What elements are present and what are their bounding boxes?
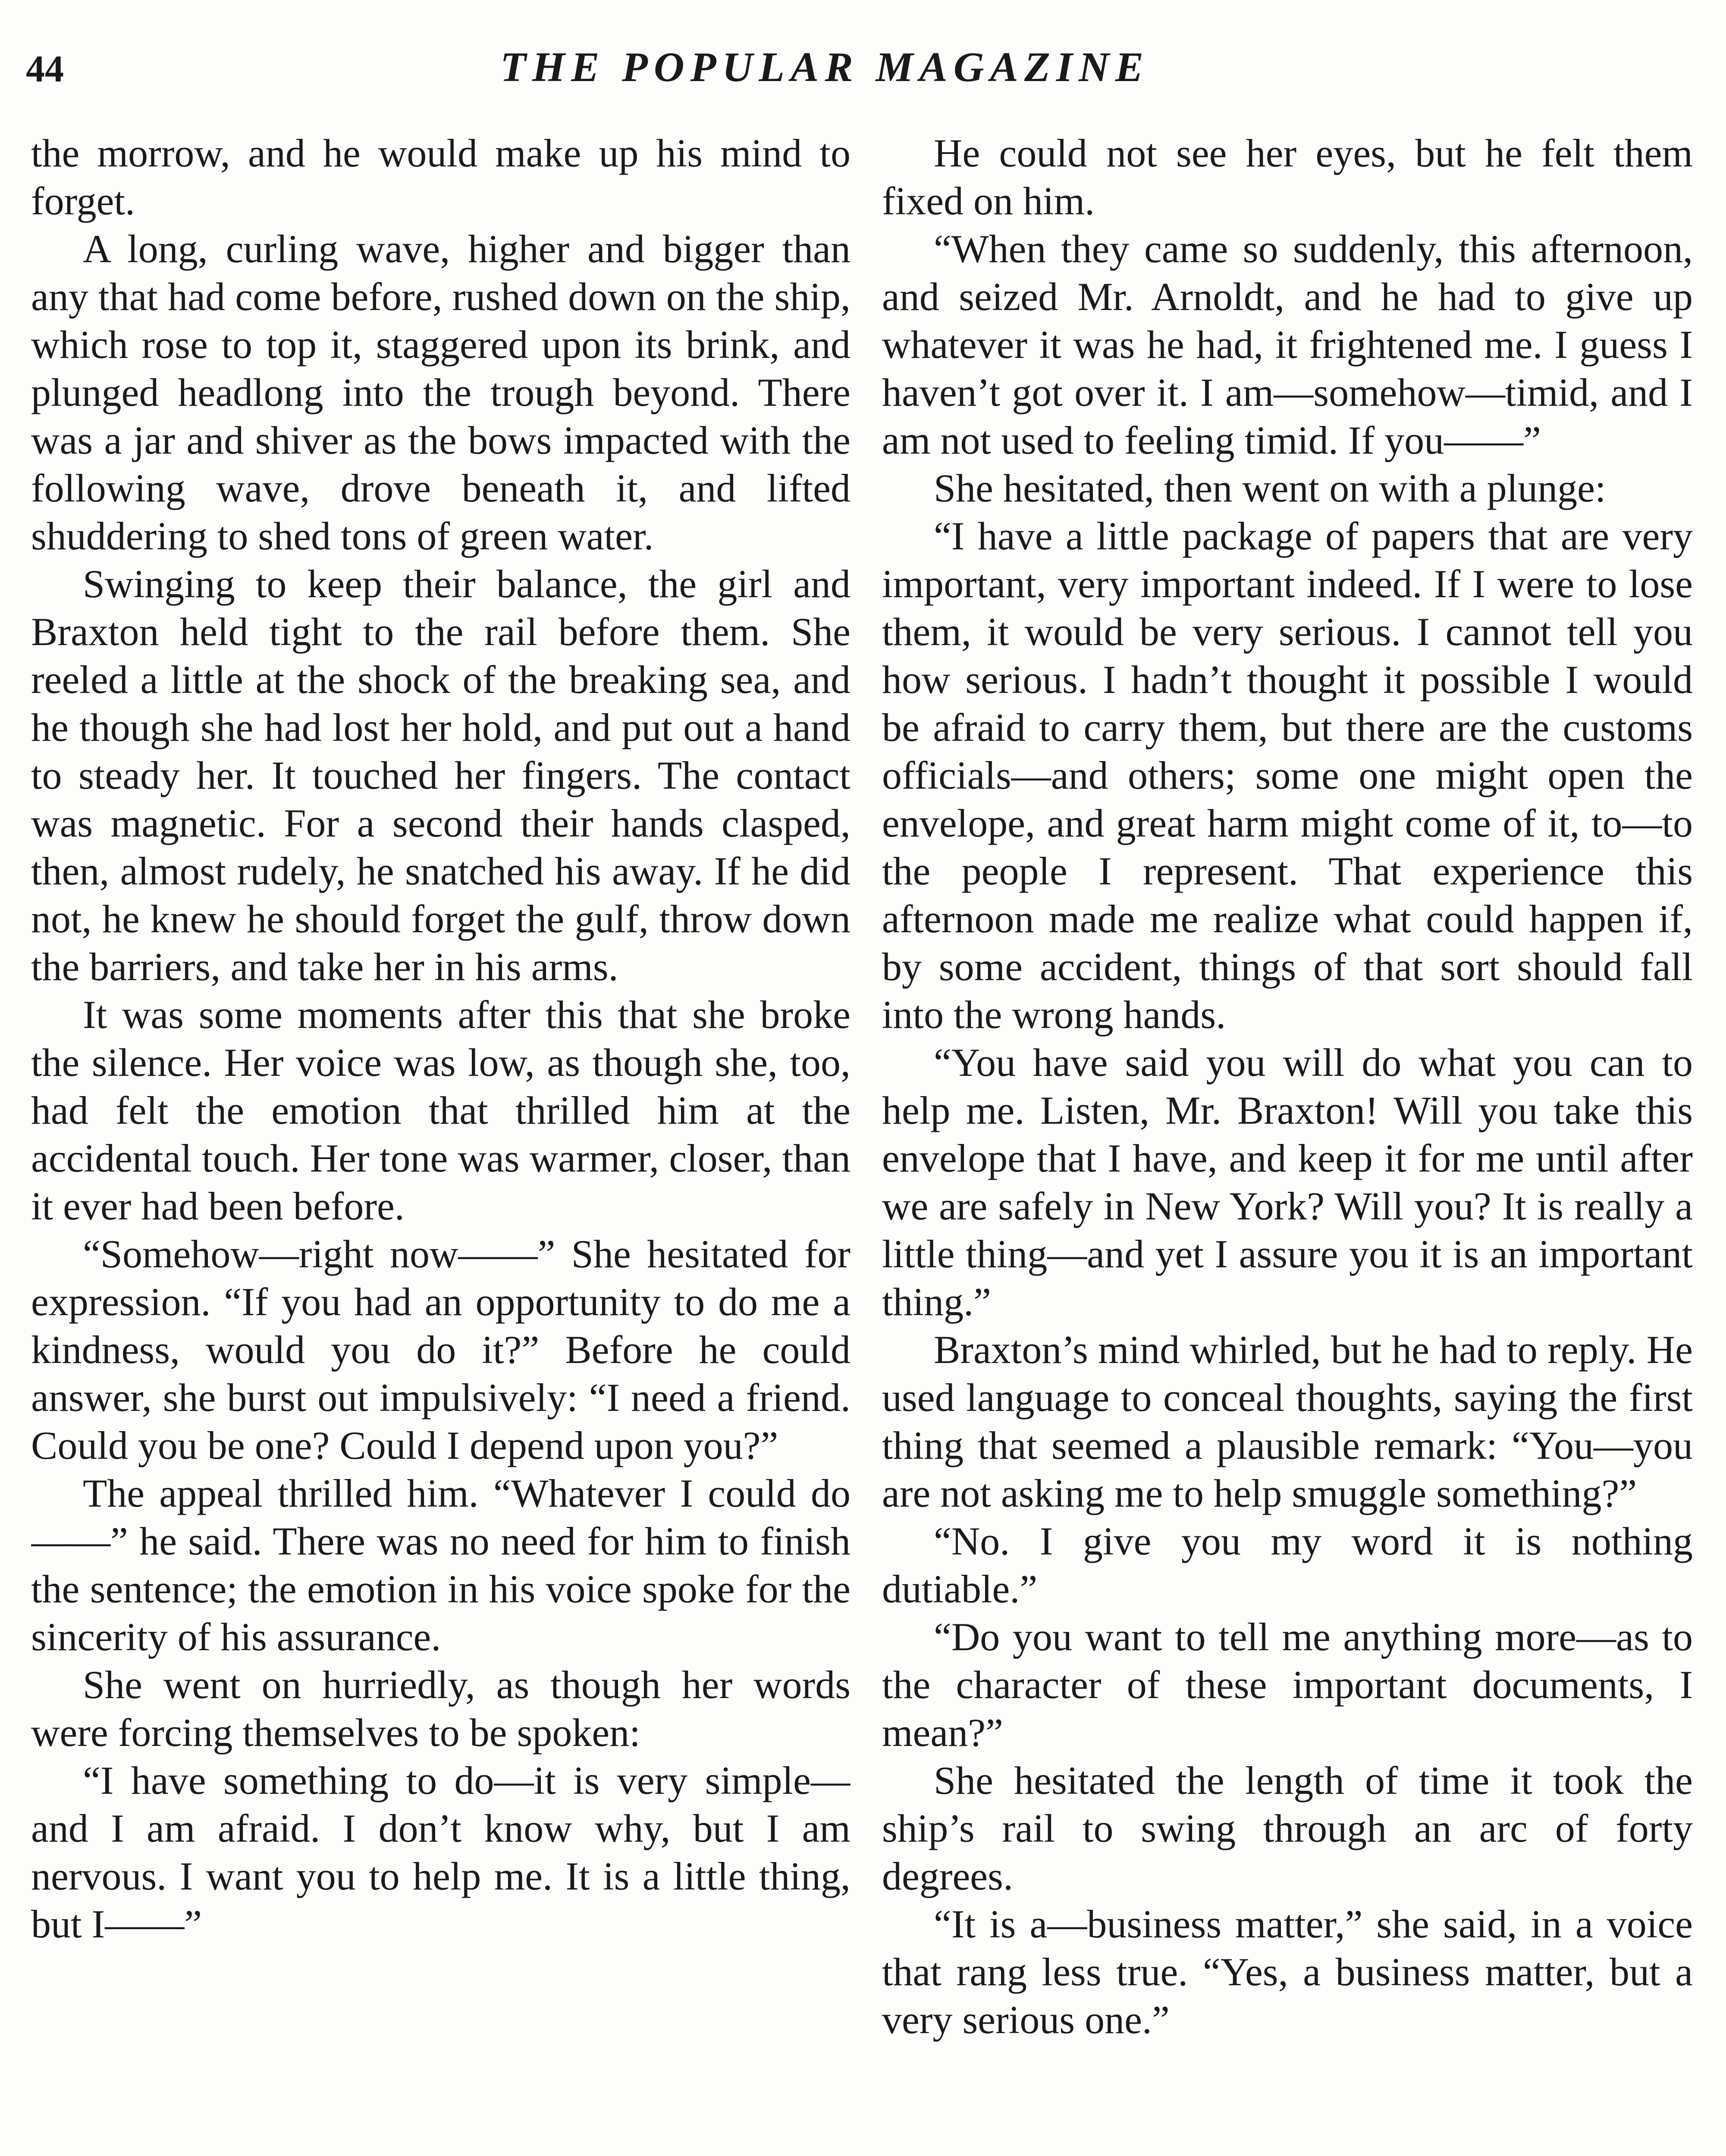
paragraph: She went on hurriedly, as though her words were forcing themselves to be spoken: [31,1663,850,1755]
paragraph: A long, curling wave, higher and bigger than any that had come before, rushed down on the ship, which rose to top it, staggered upon its brink, and plunged headlong into the trough beyond. There was a jar and shiver as the bows impacted with the following wave, drove beneath it, and lifted shuddering to shed tons of green water. [31,227,850,558]
paragraph: “Somehow—right now——” She hesitated for expression. “If you had an opportunity to do me a kindness, would you do it?” Before he could answer, she burst out impulsively: “I need a friend. Could you be one? Could I depend upon you?” [31,1232,850,1467]
paragraph: He could not see her eyes, but he felt them fixed on him. [882,131,1693,223]
right-column [882,129,1693,2156]
magazine-title: THE POPULAR MAGAZINE [500,44,1150,91]
paragraph: “It is a—business matter,” she said, in a voice that rang less true. “Yes, a business matter, but a very serious one.” [882,1902,1693,2042]
left-column [31,129,850,2156]
paragraph: “No. I give you my word it is nothing dutiable.” [882,1519,1693,1611]
paragraph: the morrow, and he would make up his mind to forget. [31,131,850,223]
paragraph: “When they came so suddenly, this afternoon, and seized Mr. Arnoldt, and he had to give up whatever it was he had, it frightened me. I guess I haven’t got over it. I am—somehow—timid, and I am not used to feeling timid. If you——” [882,227,1693,462]
paragraph: “I have something to do—it is very simple—and I am afraid. I don’t know why, but I am nervous. I want you to help me. It is a little thing, but I——” [31,1758,850,1946]
paragraph: The appeal thrilled him. “Whatever I could do——” he said. There was no need for him to finish the sentence; the emotion in his voice spoke for the sincerity of his assurance. [31,1471,850,1659]
paragraph: She hesitated, then went on with a plunge: [934,466,1606,510]
paragraph: “I have a little package of papers that are very important, very important indeed. If I were to lose them, it would be very serious. I cannot tell you how serious. I hadn’t thought it possible I would be afraid to carry them, but there are the customs officials—and others; some one might open the envelope, and great harm might come of it, to—to the people I represent. That experience this afternoon made me realize what could happen if, by some accident, things of that sort should fall into the wrong hands. [882,514,1693,1037]
page-header [26,43,1700,99]
paragraph: Swinging to keep their balance, the girl and Braxton held tight to the rail before them. She reeled a little at the shock of the breaking sea, and he though she had lost her hold, and put out a hand to steady her. It touched her fingers. The contact was magnetic. For a second their hands clasped, then, almost rudely, he snatched his away. If he did not, he knew he should forget the gulf, throw down the barriers, and take her in his arms. [31,562,850,989]
page-number: 44 [26,48,64,90]
paragraph: Braxton’s mind whirled, but he had to reply. He used language to conceal thoughts, saying the first thing that seemed a plausible remark: “You—you are not asking me to help smuggle something?” [882,1328,1693,1515]
paragraph: It was some moments after this that she broke the silence. Her voice was low, as though she, too, had felt the emotion that thrilled him at the accidental touch. Her tone was warmer, closer, than it ever had been before. [31,993,850,1228]
paragraph: She hesitated the length of time it took the ship’s rail to swing through an arc of forty degrees. [882,1758,1693,1898]
paragraph: “Do you want to tell me anything more—as to the character of these important documents, I mean?” [882,1615,1693,1755]
paragraph: “You have said you will do what you can to help me. Listen, Mr. Braxton! Will you take this envelope that I have, and keep it for me until after we are safely in New York? Will you? It is really a little thing—and yet I assure you it is an important thing.” [882,1040,1693,1324]
